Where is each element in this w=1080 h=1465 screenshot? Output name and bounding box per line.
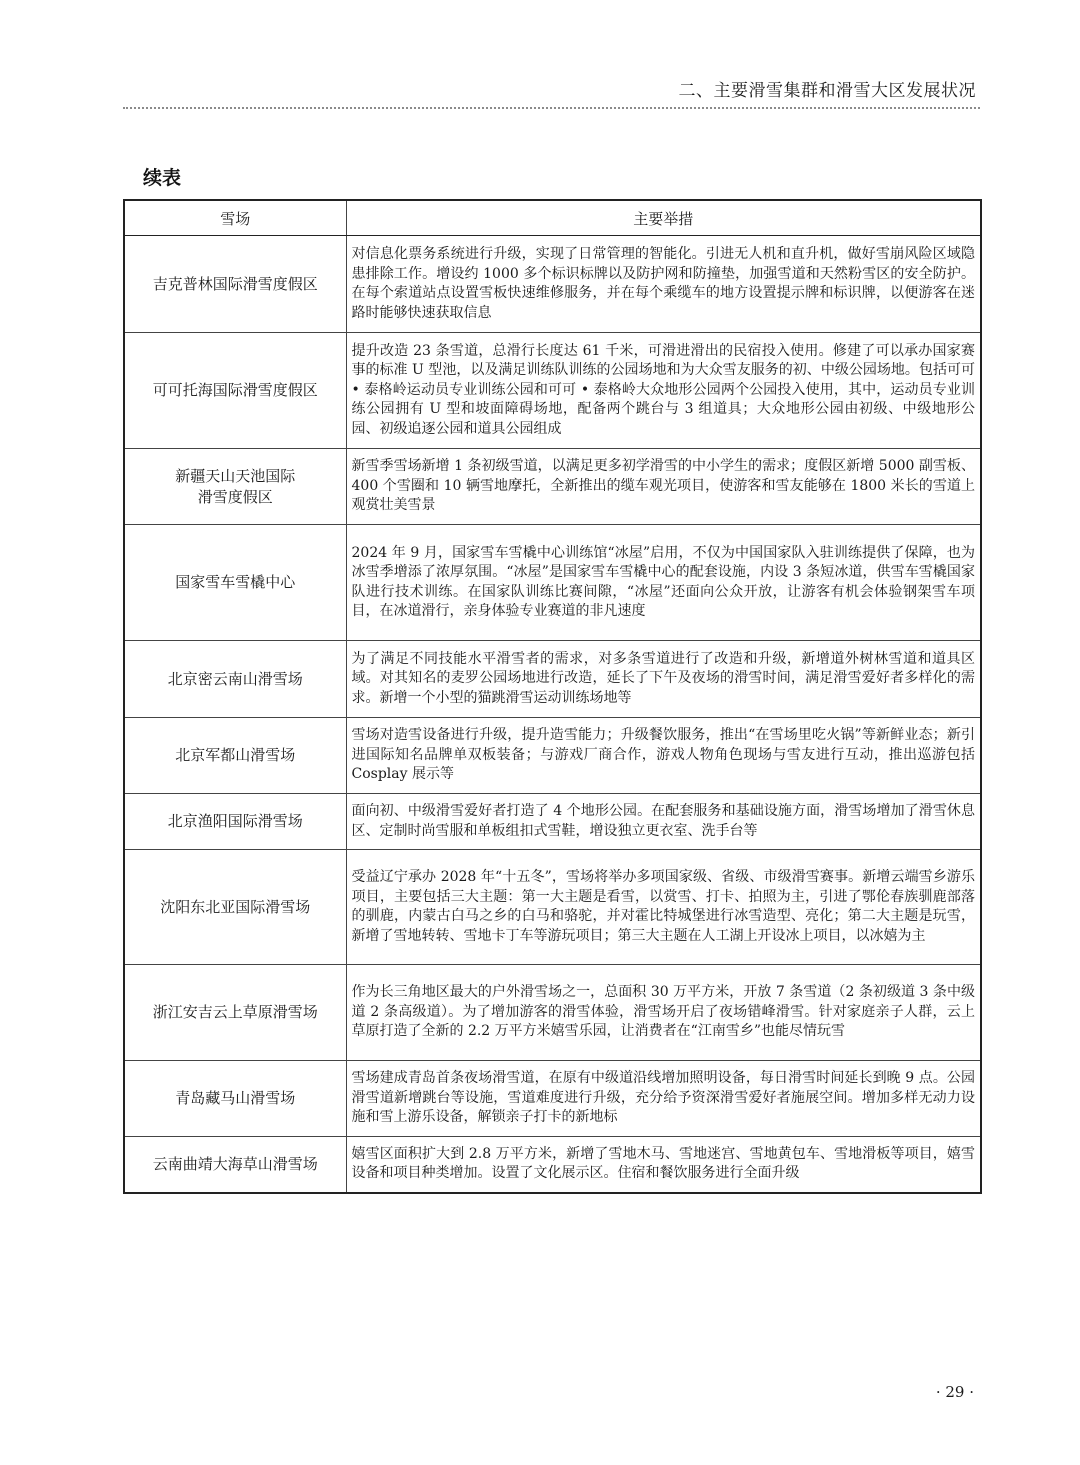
measures-cell: 雪场对造雪设备进行升级，提升造雪能力；升级餐饮服务，推出“在雪场里吃火锅”等新鲜业态；新引进国际知名品牌单双板装备；与游戏厂商合作，游戏人物角色现场与雪友进行互动，推出巡游包括 Cosplay 展示等	[346, 718, 981, 794]
measures-cell: 面向初、中级滑雪爱好者打造了 4 个地形公园。在配套服务和基础设施方面，滑雪场增加了滑雪休息区、定制时尚雪服和单板组扣式雪鞋，增设独立更衣室、洗手台等	[346, 794, 981, 850]
column-header-resort: 雪场	[124, 200, 346, 236]
resort-name-cell: 北京渔阳国际滑雪场	[124, 794, 346, 850]
resort-name-cell	[124, 449, 346, 525]
measures-cell: 对信息化票务系统进行升级，实现了日常管理的智能化。引进无人机和直升机，做好雪崩风险区域隐患排除工作。增设约 1000 多个标识标牌以及防护网和防撞垫，加强雪道和天然粉雪区的安全防护。在每个索道站点设置雪板快速维修服务，并在每个乘缆车的地方设置提示牌和标识牌，以便游客在迷路时能够快速获取信息	[346, 236, 981, 333]
table-row	[124, 850, 981, 965]
resort-name-cell: 吉克普林国际滑雪度假区	[124, 236, 346, 333]
measures-cell: 为了满足不同技能水平滑雪者的需求，对多条雪道进行了改造和升级，新增道外树林雪道和道具区域。对其知名的麦罗公园场地进行改造，延长了下午及夜场的滑雪时间，满足滑雪爱好者多样化的需求。新增一个小型的猫跳滑雪运动训练场地等	[346, 641, 981, 718]
running-title: 二、主要滑雪集群和滑雪大区发展状况	[678, 81, 976, 101]
measures-cell: 2024 年 9 月，国家雪车雪橇中心训练馆“冰屋”启用，不仅为中国国家队入驻训练提供了保障，也为冰雪季增添了浓厚氛围。“冰屋”是国家雪车雪橇中心的配套设施，内设 3 条短冰道，供雪车雪橇国家队进行技术训练。在国家队训练比赛间隙，“冰屋”还面向公众开放，让游客有机会体验钢架雪车项目，在冰道滑行，亲身体验专业赛道的非凡速度	[346, 525, 981, 641]
page-number: · 29 ·	[935, 1383, 974, 1401]
table-row	[124, 525, 981, 641]
table-row	[124, 1137, 981, 1193]
resort-name-cell: 国家雪车雪橇中心	[124, 525, 346, 641]
resort-name-cell: 沈阳东北亚国际滑雪场	[124, 850, 346, 965]
table-caption: 续表	[143, 167, 182, 189]
measures-cell: 受益辽宁承办 2028 年“十五冬”，雪场将举办多项国家级、省级、市级滑雪赛事。新增云端雪乡游乐项目，主要包括三大主题：第一大主题是看雪，以赏雪、打卡、拍照为主，引进了鄂伦春族驯鹿部落的驯鹿，内蒙古白马之乡的白马和骆驼，并对霍比特城堡进行冰雪造型、亮化；第二大主题是玩雪，新增了雪地转转、雪地卡丁车等游玩项目；第三大主题在人工湖上开设冰上项目，以冰嬉为主	[346, 850, 981, 965]
measures-cell: 提升改造 23 条雪道，总滑行长度达 61 千米，可滑进滑出的民宿投入使用。修建了可以承办国家赛事的标准 U 型池，以及满足训练队训练的公园场地和为大众雪友服务的初、中级公园场地。包括可可 • 泰格岭运动员专业训练公园和可可 • 泰格岭大众地形公园两个公园投入使用，其中，运动员专业训练公园拥有 U 型和坡面障碍场地，配备两个跳台与 3 组道具；大众地形公园由初级、中级地形公园、初级追逐公园和道具公园组成	[346, 333, 981, 449]
resort-name-cell: 云南曲靖大海草山滑雪场	[124, 1137, 346, 1193]
resort-name-cell: 青岛藏马山滑雪场	[124, 1061, 346, 1137]
table-row	[124, 718, 981, 794]
measures-cell: 作为长三角地区最大的户外滑雪场之一，总面积 30 万平方米，开放 7 条雪道（2 条初级道 3 条中级道 2 条高级道）。为了增加游客的滑雪体验，滑雪场开启了夜场错峰滑雪。针对家庭亲子人群，云上草原打造了全新的 2.2 万平方米嬉雪乐园，让消费者在“江南雪乡”也能尽情玩雪	[346, 965, 981, 1061]
measures-cell: 雪场建成青岛首条夜场滑雪道，在原有中级道沿线增加照明设备，每日滑雪时间延长到晚 9 点。公园滑雪道新增跳台等设施，雪道难度进行升级，充分给予资深滑雪爱好者施展空间。增加多样无动力设施和雪上游乐设备，解锁亲子打卡的新地标	[346, 1061, 981, 1137]
table-row	[124, 641, 981, 718]
ski-resort-measures-table	[123, 199, 982, 1194]
table-row	[124, 333, 981, 449]
table-row	[124, 794, 981, 850]
header-divider	[123, 107, 980, 109]
resort-name-cell: 可可托海国际滑雪度假区	[124, 333, 346, 449]
resort-name-text: 新疆天山天池国际滑雪度假区	[175, 466, 296, 506]
resort-name-cell: 浙江安吉云上草原滑雪场	[124, 965, 346, 1061]
measures-cell: 新雪季雪场新增 1 条初级雪道，以满足更多初学滑雪的中小学生的需求；度假区新增 5000 副雪板、400 个雪圈和 10 辆雪地摩托，全新推出的缆车观光项目，使游客和雪友能够在 1800 米长的雪道上观赏壮美雪景	[346, 449, 981, 525]
column-header-measures: 主要举措	[346, 200, 981, 236]
resort-name-cell: 北京密云南山滑雪场	[124, 641, 346, 718]
table-row	[124, 1061, 981, 1137]
resort-name-cell: 北京军都山滑雪场	[124, 718, 346, 794]
table-row	[124, 965, 981, 1061]
table-row	[124, 449, 981, 525]
measures-cell: 嬉雪区面积扩大到 2.8 万平方米，新增了雪地木马、雪地迷宫、雪地黄包车、雪地滑板等项目，嬉雪设备和项目种类增加。设置了文化展示区。住宿和餐饮服务进行全面升级	[346, 1137, 981, 1193]
table-container	[123, 199, 980, 1194]
table-header-row	[124, 200, 981, 236]
table-row	[124, 236, 981, 333]
